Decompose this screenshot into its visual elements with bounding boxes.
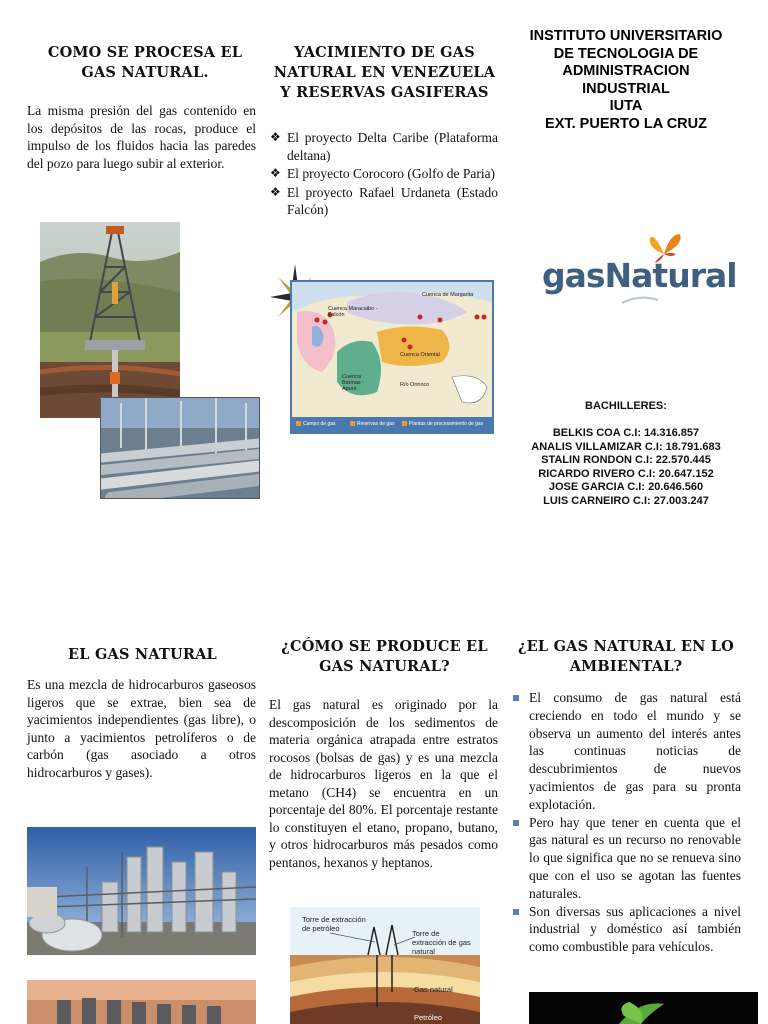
students-heading: BACHILLERES: — [585, 400, 667, 412]
venezuela-gas-map — [290, 280, 494, 434]
diagram-label: Petróleo — [414, 1013, 442, 1022]
map-legend-item: Campo de gas — [303, 421, 336, 427]
map-label: Cuenca Oriental — [400, 352, 440, 358]
diamond-bullet-icon: ❖ — [270, 166, 281, 180]
panel5-text: El gas natural es originado por la descomposición de los sedimentos de materia orgánica atrapada entre estratos rocosos (bolsas de gas) y es una mezcla de hidrocarburos ligeros en la que el metano (CH4) se encuentra en un porcentaje del 80%. El porcentaje restante lo constituyen el etano, propano, butano, y otros hidrocarburos más pesados como pentanos, hexanos y heptanos. — [269, 697, 498, 870]
list-item: JOSE GARCIA C.I: 20.646.560 — [548, 481, 704, 493]
refinery-photo — [27, 827, 256, 955]
panel1-text: La misma presión del gas contenido en los depósitos de las rocas, produce el impulso de los fluidos hacia las paredes del pozo para luego subir al exterior. — [27, 103, 256, 171]
panel1-heading: COMO SE PROCESA EL GAS NATURAL. — [47, 44, 243, 81]
list-item: Son diversas sus aplicaciones a nivel industrial y doméstico así también como combustible para vehículos. — [512, 903, 741, 956]
power-plant-photo — [27, 980, 256, 1024]
diamond-bullet-icon: ❖ — [270, 130, 281, 144]
list-item: El consumo de gas natural está creciendo en todo el mundo y se observa un aumento del interés antes las continuas noticias de descubrimientos de nuevos yacimientos de gas para su pronta explotación. — [512, 689, 741, 814]
square-bullet-icon — [513, 909, 519, 915]
list-item: ❖ El proyecto Delta Caribe (Plataforma deltana) — [270, 130, 498, 163]
map-label: Cuenca Barinas - Apure — [342, 374, 365, 392]
map-label: Cuenca de Margarita — [422, 292, 474, 298]
list-item: ❖ El proyecto Corocoro (Golfo de Paria) — [270, 166, 496, 181]
environment-list — [512, 689, 741, 956]
plant-sprout-photo — [529, 992, 758, 1024]
panel6-heading: ¿EL GAS NATURAL EN LO AMBIENTAL? — [517, 638, 734, 675]
panel5-heading: ¿CÓMO SE PRODUCE EL GAS NATURAL? — [281, 638, 488, 675]
list-item: ANALIS VILLAMIZAR C.I: 18.791.683 — [531, 440, 721, 453]
list-item: ❖ El proyecto Rafael Urdaneta (Estado Falcón) — [270, 184, 498, 217]
extraction-diagram — [290, 907, 480, 1024]
square-bullet-icon — [513, 820, 519, 826]
gas-natural-logo: gasNatural — [540, 230, 715, 310]
panel4-text: Es una mezcla de hidrocarburos gaseosos ligeros que se extrae, bien sea de yacimientos independientes (gas libre), o junto a yacimientos petrolíferos o de carbón (gas asociado a otros hidrocarburos y gases). — [27, 677, 256, 780]
students-list — [505, 427, 747, 508]
diagram-label: Gas natural — [414, 985, 453, 994]
map-legend-item: Reservas de gas — [357, 421, 395, 427]
list-item: BELKIS COA C.I: 14.316.857 — [552, 427, 700, 439]
map-label: Cuenca Maracaibo - Falcón — [328, 306, 378, 318]
panel4-heading: EL GAS NATURAL — [68, 646, 217, 663]
diagram-label: Torre de extracción de petróleo — [302, 915, 366, 933]
projects-list — [270, 129, 498, 220]
drilling-rig-photo — [40, 222, 180, 418]
list-item: Pero hay que tener en cuenta que el gas natural es un recurso no renovable lo que significa que no se renueva sino que con el uso se agotan las fuentes naturales. — [512, 814, 741, 903]
map-legend-item: Plantas de procesamiento de gas — [409, 421, 484, 427]
list-item: STALIN RONDON C.I: 22.570.445 — [541, 454, 711, 466]
list-item: RICARDO RIVERO C.I: 20.647.152 — [538, 467, 714, 480]
square-bullet-icon — [513, 695, 519, 701]
list-item: LUIS CARNEIRO C.I: 27.003.247 — [543, 494, 709, 507]
diagram-label: Torre de extracción de gas natural — [412, 929, 471, 956]
pipelines-photo — [100, 397, 260, 499]
panel2-heading: YACIMIENTO DE GAS NATURAL EN VENEZUELA Y RESERVAS GASIFERAS — [273, 44, 496, 101]
diamond-bullet-icon: ❖ — [270, 184, 281, 199]
institution-name: INSTITUTO UNIVERSITARIO DE TECNOLOGIA DE ADMINISTRACION INDUSTRIAL IUTA EXT. PUERTO LA CRUZ — [529, 28, 723, 132]
map-label: Río Orinoco — [400, 382, 430, 388]
